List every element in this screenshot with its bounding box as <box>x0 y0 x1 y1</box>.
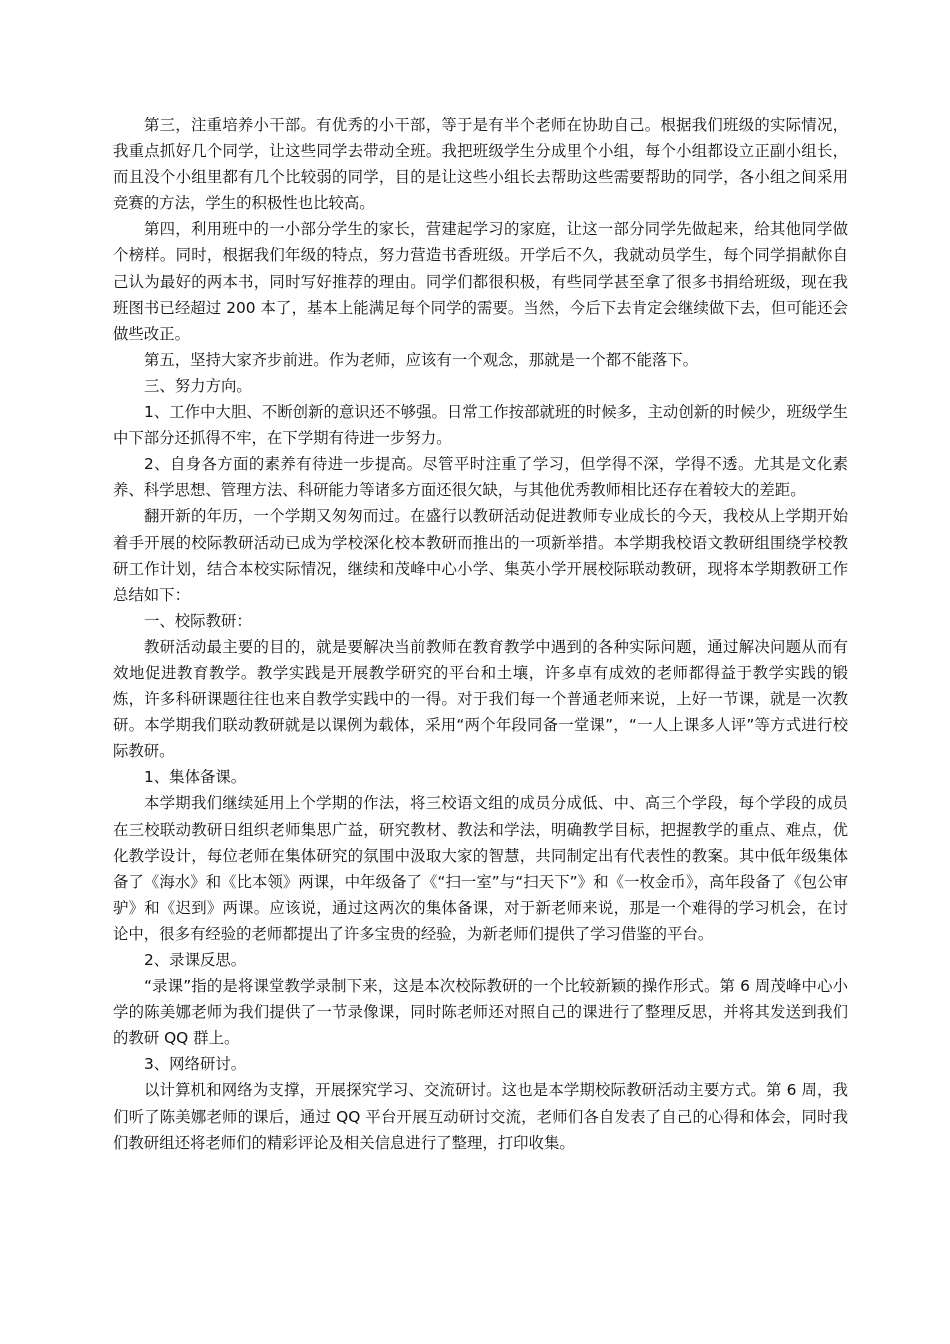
subheading-online-discussion: 3、网络研讨。 <box>144 1055 247 1074</box>
paragraph-new-term-intro: 翻开新的年历，一个学期又匆匆而过。在盛行以教研活动促进教师专业成长的今天，我校从上学期开始着手开展的校际教研活动已成为学校深化校本教研而推出的一项新举措。本学期我校语文教研组围绕学校教研工作计划，结合本校实际情况，继续和茂峰中心小学、集英小学开展校际联动教研，现将本学期教研工作总结如下： <box>113 507 848 604</box>
section-heading-effort-direction: 三、努力方向。 <box>144 376 252 395</box>
paragraph-fifth-point: 第五，坚持大家齐步前进。作为老师，应该有一个观念，那就是一个都不能落下。 <box>144 350 699 369</box>
paragraph-fourth-point: 第四，利用班中的一小部分学生的家长，营建起学习的家庭，让这一部分同学先做起来，给其他同学做个榜样。同时，根据我们年级的特点，努力营造书香班级。开学后不久，我就动员学生，每个同学捐献你自己认为最好的两本书，同时写好推荐的理由。同学们都很积极，有些同学甚至拿了很多书捐给班级，现在我班图书已经超过 200 本了，基本上能满足每个同学的需要。当然，今后下去肯定会继续做下去，但可能还会做些改正。 <box>113 220 848 343</box>
paragraph-third-point: 第三，注重培养小干部。有优秀的小干部，等于是有半个老师在协助自己。根据我们班级的实际情况，我重点抓好几个同学，让这些同学去带动全班。我把班级学生分成里个小组，每个小组都设立正副小组长，而且没个小组里都有几个比较弱的同学，目的是让这些小组长去帮助这些需要帮助的同学，各小组之间采用竞赛的方法，学生的积极性也比较高。 <box>113 116 848 213</box>
subheading-recorded-lesson: 2、录课反思。 <box>144 951 247 969</box>
paragraph-recorded-lesson: “录课”指的是将课堂教学录制下来，这是本次校际教研的一个比较新颖的操作形式。第 6 周茂峰中心小学的陈美娜老师为我们提供了一节录像课，同时陈老师还对照自己的课进行了整理反思，并将其发送到我们的教研 QQ 群上。 <box>113 977 848 1048</box>
paragraph-online-discussion: 以计算机和网络为支撑，开展探究学习、交流研讨。这也是本学期校际教研活动主要方式。第 6 周，我们听了陈美娜老师的课后，通过 QQ 平台开展互动研讨交流，老师们各自发表了自己的心得和体会，同时我们教研组还将老师们的精彩评论及相关信息进行了整理，打印收集。 <box>113 1081 848 1152</box>
section-heading-inter-school-research: 一、校际教研： <box>144 611 252 630</box>
paragraph-research-purpose: 教研活动最主要的目的，就是要解决当前教师在教育教学中遇到的各种实际问题，通过解决问题从而有效地促进教育教学。教学实践是开展教学研究的平台和土壤，许多卓有成效的老师都得益于教学实践的锻炼，许多科研课题往往也来自教学实践中的一得。对于我们每一个普通老师来说，上好一节课，就是一次教研。本学期我们联动教研就是以课例为载体，采用“两个年段同备一堂课”，“一人上课多人评”等方式进行校际教研。 <box>113 637 848 761</box>
document-body <box>113 112 848 1156</box>
paragraph-collective-lesson-prep: 本学期我们继续延用上个学期的作法，将三校语文组的成员分成低、中、高三个学段，每个学段的成员在三校联动教研日组织老师集思广益，研究教材、教法和学法，明确教学目标，把握教学的重点、难点，优化教学设计，每位老师在集体研究的氛围中汲取大家的智慧，共同制定出有代表性的教案。其中低年级集体备了《海水》和《比本领》两课，中年级备了《“扫一室”与“扫天下”》和《一枚金币》，高年段备了《包公审驴》和《迟到》两课。应该说，通过这两次的集体备课，对于新老师来说，那是一个难得的学习机会，在讨论中，很多有经验的老师都提出了许多宝贵的经验，为新老师们提供了学习借鉴的平台。 <box>113 794 848 943</box>
paragraph-item-2: 2、自身各方面的素养有待进一步提高。尽管平时注重了学习，但学得不深，学得不透。尤其是文化素养、科学思想、管理方法、科研能力等诸多方面还很欠缺，与其他优秀教师相比还存在着较大的差距。 <box>113 455 848 500</box>
paragraph-item-1: 1、工作中大胆、不断创新的意识还不够强。日常工作按部就班的时候多，主动创新的时候少，班级学生中下部分还抓得不牢，在下学期有待进一步努力。 <box>113 403 848 448</box>
subheading-collective-lesson-prep: 1、集体备课。 <box>144 768 247 787</box>
